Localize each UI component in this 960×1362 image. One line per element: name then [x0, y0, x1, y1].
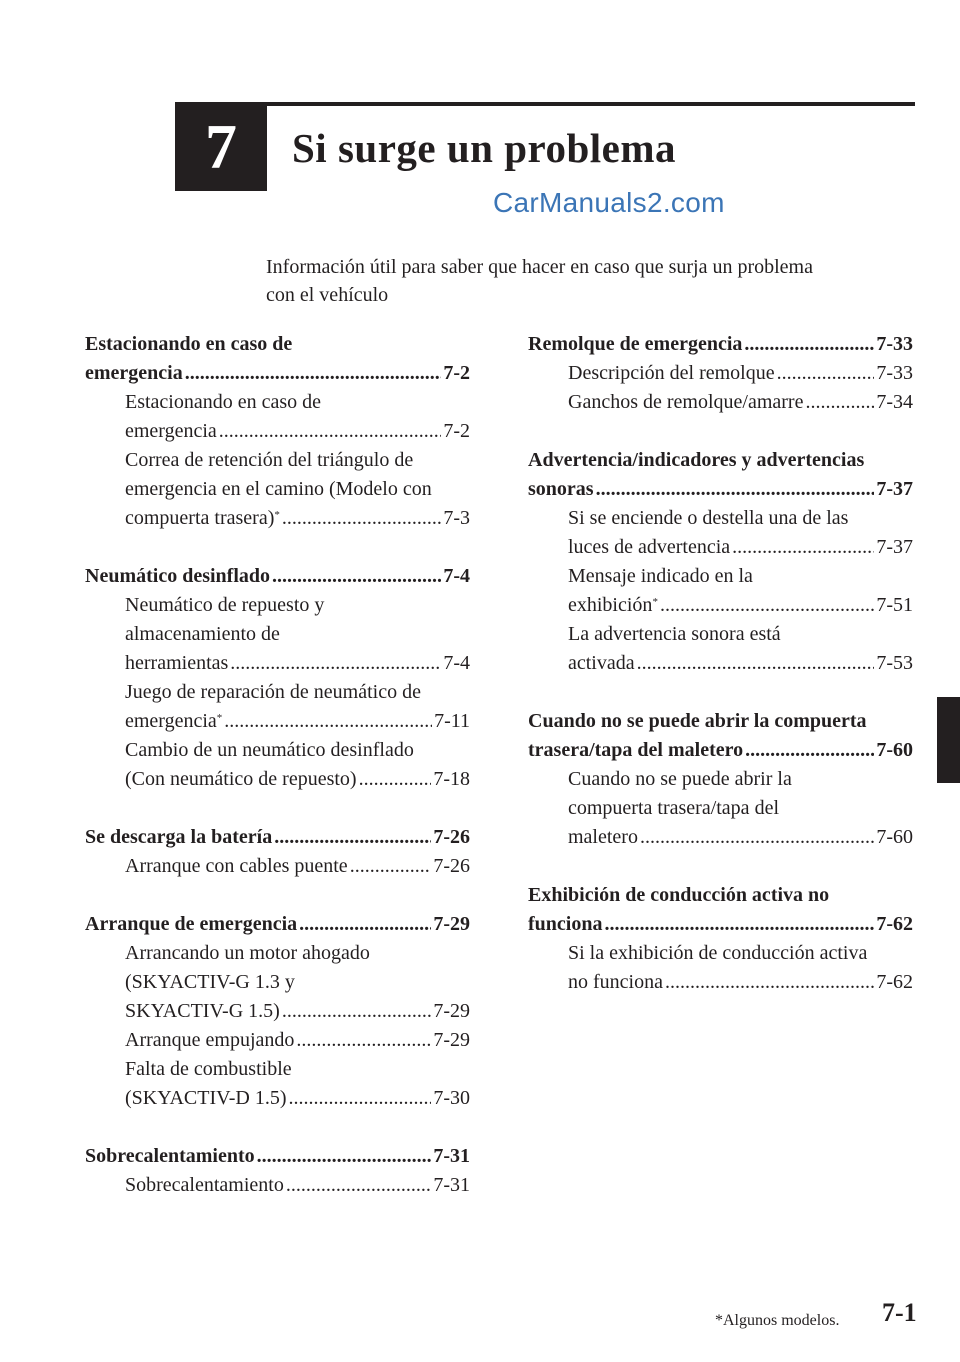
dot-leader [604, 910, 874, 939]
entry-page-ref: 7-51 [876, 594, 913, 616]
section-title-line [85, 910, 470, 939]
entry-text-label: (Con neumático de repuesto) [125, 768, 357, 790]
section-title-line: Exhibición de conducción activa no [528, 884, 830, 906]
entry-text [125, 997, 280, 1026]
entry-text-line: Arrancando un motor ahogado [125, 942, 370, 964]
entry-text [125, 1084, 286, 1113]
entry-text-label: luces de advertencia [568, 536, 731, 558]
entry-text-label: no funciona [568, 971, 663, 993]
dot-leader [185, 359, 442, 388]
entry-page-ref: 7-31 [433, 1174, 470, 1196]
entry-page-ref: 7-33 [876, 362, 913, 384]
chapter-side-tab [937, 697, 960, 783]
dot-leader [596, 475, 875, 504]
toc-entry [85, 939, 470, 1026]
section-page-ref: 7-29 [433, 913, 470, 935]
toc-section [85, 562, 470, 794]
section-title-line [85, 562, 470, 591]
entry-text-label: SKYACTIV-G 1.5) [125, 1000, 280, 1022]
entry-last-line [568, 968, 913, 997]
entry-text-label: Sobrecalentamiento [125, 1174, 284, 1196]
section-title-line [528, 910, 913, 939]
section-page-ref: 7-62 [876, 913, 913, 935]
entry-text [568, 388, 803, 417]
section-title-line [85, 823, 470, 852]
toc-entry [85, 852, 470, 881]
entry-page-ref: 7-29 [433, 1000, 470, 1022]
entry-last-line [125, 1084, 470, 1113]
entry-page-ref: 7-3 [443, 507, 470, 529]
toc-entry [528, 765, 913, 852]
toc-section-title [85, 1142, 470, 1171]
section-page-ref: 7-26 [433, 826, 470, 848]
entry-text-line: Mensaje indicado en la [568, 565, 753, 587]
entry-last-line [568, 359, 913, 388]
entry-last-line [125, 1171, 470, 1200]
entry-page-ref: 7-29 [433, 1029, 470, 1051]
entry-text-label: Arranque con cables puente [125, 855, 348, 877]
toc-entry [85, 736, 470, 794]
toc-section-title [528, 446, 913, 504]
entry-text-label: emergencia [125, 420, 217, 442]
dot-leader [660, 591, 874, 620]
section-title-line [528, 330, 913, 359]
entry-text-line: Correa de retención del triángulo de [125, 449, 414, 471]
section-title-text: Sobrecalentamiento [85, 1145, 255, 1167]
entry-last-line [125, 504, 470, 533]
toc-section-title [528, 881, 913, 939]
entry-text-line: Cuando no se puede abrir la [568, 768, 792, 790]
watermark-logo: CarManuals2.com [493, 187, 725, 218]
toc-entry [528, 620, 913, 678]
entry-last-line [125, 997, 470, 1026]
model-footnote-mark: * [652, 596, 658, 608]
dot-leader [350, 852, 432, 881]
entry-last-line [568, 649, 913, 678]
entry-last-line [568, 823, 913, 852]
entry-text [568, 649, 635, 678]
toc-entry [85, 388, 470, 446]
entry-page-ref: 7-60 [876, 826, 913, 848]
intro-line: con el vehículo [266, 284, 389, 306]
section-title-line [528, 475, 913, 504]
toc-section [528, 881, 913, 997]
entry-text [125, 1171, 284, 1200]
toc-section-title [85, 562, 470, 591]
entry-text-line: almacenamiento de [125, 623, 280, 645]
entry-text-label: (SKYACTIV-D 1.5) [125, 1087, 287, 1109]
section-title-line [85, 1142, 470, 1171]
toc-entry [85, 678, 470, 736]
dot-leader [274, 823, 431, 852]
entry-text-line: compuerta trasera/tapa del [568, 797, 779, 819]
section-page-ref: 7-4 [443, 565, 470, 587]
entry-page-ref: 7-26 [433, 855, 470, 877]
entry-text-line: Si la exhibición de conducción activa [568, 942, 868, 964]
entry-text [125, 649, 228, 678]
toc-entry [528, 359, 913, 388]
section-title-line: Estacionando en caso de [85, 333, 293, 355]
dot-leader [299, 910, 431, 939]
model-footnote-mark: * [274, 509, 280, 521]
entry-page-ref: 7-62 [876, 971, 913, 993]
model-footnote-mark: * [216, 712, 223, 724]
toc-section [528, 446, 913, 678]
entry-text [125, 765, 357, 794]
entry-page-ref: 7-30 [433, 1087, 470, 1109]
toc-section-title [85, 330, 470, 388]
entry-text-label: activada [568, 652, 635, 674]
toc-entry [528, 562, 913, 620]
dot-leader [288, 1084, 431, 1113]
chapter-header-rule [175, 102, 915, 106]
chapter-title: Si surge un problema [292, 125, 677, 171]
dot-leader [272, 562, 441, 591]
section-title-text: trasera/tapa del maletero [528, 739, 744, 761]
entry-page-ref: 7-11 [434, 710, 470, 732]
section-page-ref: 7-31 [433, 1145, 470, 1167]
toc-entry [85, 1055, 470, 1113]
entry-text-label: maletero [568, 826, 638, 848]
entry-text [568, 533, 730, 562]
toc-left-column [85, 330, 470, 1229]
entry-page-ref: 7-18 [433, 768, 470, 790]
entry-last-line [125, 707, 470, 736]
section-title-text: Se descarga la batería [85, 826, 273, 848]
page-number: 7-1 [882, 1298, 917, 1327]
dot-leader [296, 1026, 431, 1055]
toc-entry [528, 504, 913, 562]
entry-text-line: Cambio de un neumático desinflado [125, 739, 414, 761]
dot-leader [805, 388, 874, 417]
dot-leader [224, 707, 432, 736]
toc-entry [85, 591, 470, 678]
dot-leader [219, 417, 442, 446]
section-title-line: Cuando no se puede abrir la compuerta [528, 710, 867, 732]
entry-text [568, 591, 658, 620]
entry-text-line: Falta de combustible [125, 1058, 292, 1080]
section-title-text: Neumático desinflado [85, 565, 270, 587]
section-title-line [85, 359, 470, 388]
entry-text [568, 359, 775, 388]
entry-page-ref: 7-4 [443, 652, 470, 674]
entry-text [568, 823, 638, 852]
entry-text-line: Neumático de repuesto y [125, 594, 325, 616]
entry-text-label: Descripción del remolque [568, 362, 775, 384]
dot-leader [665, 968, 874, 997]
toc-section [528, 707, 913, 852]
toc-entry [85, 446, 470, 533]
chapter-number: 7 [205, 110, 237, 182]
section-title-text: Arranque de emergencia [85, 913, 298, 935]
entry-last-line [568, 388, 913, 417]
section-page-ref: 7-33 [876, 333, 913, 355]
section-title-line [528, 736, 913, 765]
footnote: *Algunos modelos. [715, 1312, 840, 1329]
toc-section-title [85, 823, 470, 852]
dot-leader [744, 330, 874, 359]
toc-section-title [528, 330, 913, 359]
entry-text-label: herramientas [125, 652, 229, 674]
entry-text-label: exhibición [568, 594, 653, 616]
entry-page-ref: 7-2 [443, 420, 470, 442]
toc-entry [528, 939, 913, 997]
dot-leader [745, 736, 874, 765]
entry-text [125, 707, 222, 736]
dot-leader [282, 997, 432, 1026]
entry-page-ref: 7-37 [876, 536, 913, 558]
section-title-text: sonoras [528, 478, 594, 500]
entry-text-line: emergencia en el camino (Modelo con [125, 478, 432, 500]
toc-section-title [85, 910, 470, 939]
entry-last-line [125, 649, 470, 678]
entry-text [125, 1026, 294, 1055]
toc-section [85, 910, 470, 1113]
entry-text-label: Ganchos de remolque/amarre [568, 391, 804, 413]
entry-last-line [568, 591, 913, 620]
dot-leader [230, 649, 441, 678]
entry-text [125, 852, 348, 881]
chapter-intro [266, 253, 906, 309]
toc-section [85, 330, 470, 533]
toc-section [528, 330, 913, 417]
entry-page-ref: 7-34 [876, 391, 913, 413]
entry-last-line [125, 1026, 470, 1055]
toc-right-column [528, 330, 913, 1026]
section-page-ref: 7-60 [876, 739, 913, 761]
chapter-number-box [175, 102, 267, 191]
entry-text-line: Estacionando en caso de [125, 391, 322, 413]
entry-text-label: emergencia [125, 710, 217, 732]
entry-text [568, 968, 663, 997]
dot-leader [286, 1171, 432, 1200]
toc-section [85, 823, 470, 881]
toc-section-title [528, 707, 913, 765]
toc-entry [85, 1026, 470, 1055]
section-title-text: Remolque de emergencia [528, 333, 743, 355]
intro-line: Información útil para saber que hacer en caso que surja un problema [266, 256, 813, 278]
entry-text-label: compuerta trasera) [125, 507, 275, 529]
entry-last-line [568, 533, 913, 562]
entry-text-line: La advertencia sonora está [568, 623, 781, 645]
entry-last-line [125, 852, 470, 881]
dot-leader [640, 823, 874, 852]
section-title-text: emergencia [85, 362, 183, 384]
toc-entry [85, 1171, 470, 1200]
entry-text-line: Si se enciende o destella una de las [568, 507, 849, 529]
section-page-ref: 7-37 [876, 478, 913, 500]
entry-text [125, 504, 280, 533]
dot-leader [257, 1142, 432, 1171]
section-title-text: funciona [528, 913, 603, 935]
entry-text-line: Juego de reparación de neumático de [125, 681, 421, 703]
entry-text [125, 417, 217, 446]
toc-section [85, 1142, 470, 1200]
section-page-ref: 7-2 [443, 362, 470, 384]
entry-last-line [125, 417, 470, 446]
entry-text-label: Arranque empujando [125, 1029, 295, 1051]
entry-last-line [125, 765, 470, 794]
dot-leader [777, 359, 875, 388]
entry-page-ref: 7-53 [876, 652, 913, 674]
toc-entry [528, 388, 913, 417]
dot-leader [282, 504, 441, 533]
dot-leader [732, 533, 874, 562]
dot-leader [637, 649, 875, 678]
entry-text-line: (SKYACTIV-G 1.3 y [125, 971, 295, 993]
section-title-line: Advertencia/indicadores y advertencias [528, 449, 865, 471]
dot-leader [359, 765, 432, 794]
